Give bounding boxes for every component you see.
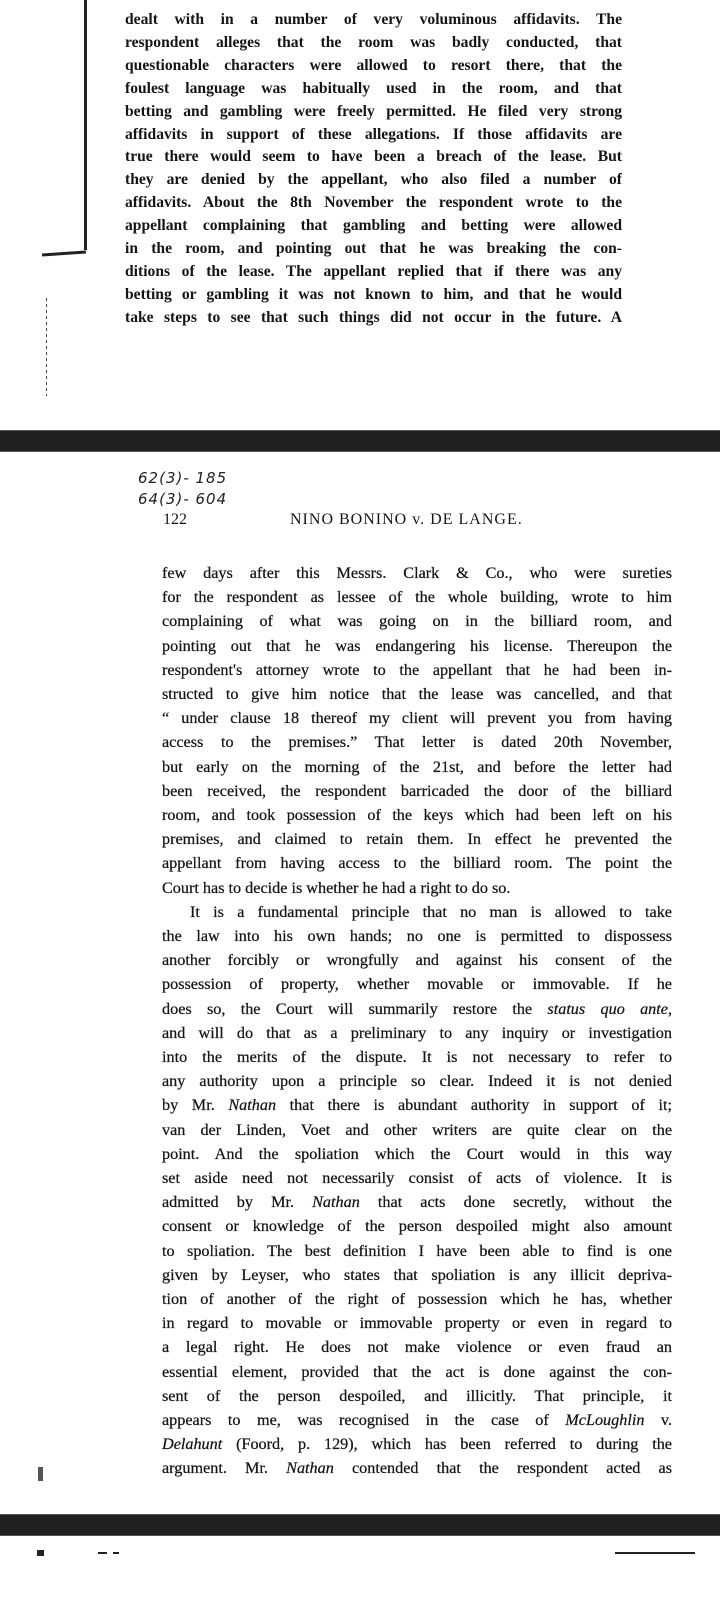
text-segment: complaining of what was going on in the billiard room, and	[162, 612, 672, 631]
text-segment: they are denied by the appellant, who also filed a number of	[125, 171, 622, 189]
text-segment: contended that the respondent acted as	[333, 1459, 672, 1478]
text-line	[125, 238, 622, 260]
current-page	[0, 452, 720, 1514]
text-line	[162, 635, 672, 657]
italic-text: Delahunt	[162, 1435, 223, 1454]
text-segment: pointing out that he was endangering his license. Thereupon the	[162, 636, 672, 655]
text-segment: by Mr.	[162, 1096, 229, 1115]
handwritten-note: 64(3)- 604	[138, 490, 228, 508]
text-line	[125, 124, 622, 146]
text-segment: that there is abundant authority in support of it;	[276, 1096, 672, 1115]
text-segment: to spoliation. The best definition I have been able to find is one	[162, 1241, 672, 1260]
text-line	[125, 9, 622, 31]
text-line	[162, 1167, 672, 1189]
italic-text: Nathan	[312, 1193, 360, 1212]
text-line	[162, 1119, 672, 1141]
text-line	[162, 828, 672, 850]
text-segment: set aside need not necessarily consist of acts of violence. It is	[162, 1169, 672, 1187]
text-line	[162, 780, 672, 802]
running-head: NINO BONINO v. DE LANGE.	[290, 511, 523, 528]
text-line	[125, 192, 622, 214]
text-line	[162, 1143, 672, 1165]
text-line	[162, 1361, 672, 1383]
text-line	[162, 877, 672, 899]
page-separator	[0, 430, 720, 452]
text-segment: does so, the Court will summarily restore the	[162, 999, 548, 1018]
text-line	[162, 901, 672, 923]
text-line	[162, 562, 672, 584]
text-segment: van der Linden, Voet and other writers are quite clear on the	[162, 1120, 672, 1139]
text-line	[162, 1046, 672, 1068]
previous-page	[0, 0, 720, 430]
text-line	[125, 101, 622, 123]
text-segment: given by Leyser, who states that spoliation is any illicit depriva-	[162, 1265, 672, 1284]
text-segment: (Foord, p. 129), which has been referred to during the	[222, 1435, 672, 1454]
text-segment: in regard to movable or immovable property or even in regard to	[162, 1314, 672, 1333]
text-segment: that acts done secretly, without the	[359, 1193, 672, 1212]
scan-mark	[113, 1552, 119, 1554]
text-segment: ditions of the lease. The appellant replied that if there was any	[125, 262, 622, 280]
text-line	[162, 1240, 672, 1262]
text-line	[162, 804, 672, 826]
text-line	[125, 78, 622, 100]
text-segment: It is a fundamental principle that no man is allowed to take	[190, 902, 672, 921]
text-segment: admitted by Mr.	[162, 1193, 313, 1212]
text-segment: appellant from having access to the billiard room. The point the	[162, 854, 672, 873]
text-segment: respondent's attorney wrote to the appellant that he had been in-	[162, 660, 672, 679]
text-segment: another forcibly or wrongfully and against his consent of the	[162, 951, 672, 970]
text-segment: but early on the morning of the 21st, and before the letter had	[162, 757, 672, 776]
text-segment: true there would seem to have been a breach of the lease. But	[125, 148, 622, 166]
text-line	[162, 1433, 672, 1455]
text-line	[162, 949, 672, 971]
text-segment: Court has to decide is whether he had a right to do so.	[162, 878, 511, 897]
text-line	[162, 1215, 672, 1237]
text-segment: for the respondent as lessee of the whole building, wrote to him	[162, 588, 672, 607]
text-segment: take steps to see that such things did not occur in the future. A	[125, 308, 622, 326]
handwritten-note: 62(3)- 185	[138, 469, 228, 487]
text-line	[162, 1385, 672, 1407]
text-segment: in the room, and pointing out that he was breaking the con-	[125, 240, 622, 257]
text-segment: the law into his own hands; no one is permitted to dispossess	[162, 927, 672, 945]
text-segment: into the merits of the dispute. It is not necessary to refer to	[162, 1048, 672, 1066]
text-segment: affidavits in support of these allegations. If those affidavits are	[125, 125, 622, 143]
italic-text: McLoughlin	[565, 1411, 645, 1429]
next-page	[0, 1536, 720, 1600]
text-segment: been received, the respondent barricaded the door of the billiard	[162, 781, 672, 800]
text-line	[162, 610, 672, 632]
text-line	[162, 1094, 672, 1116]
page-separator	[0, 1514, 720, 1536]
text-segment: a legal right. He does not make violence or even fraud an	[162, 1338, 672, 1357]
text-segment: consent or knowledge of the person despoiled might also amount	[162, 1217, 672, 1236]
text-line	[162, 756, 672, 778]
scan-mark	[615, 1552, 695, 1554]
text-segment: room, and took possession of the keys which had been left on his	[162, 806, 672, 824]
text-line	[125, 215, 622, 237]
text-segment: dealt with in a number of very voluminous affidavits. The	[125, 11, 622, 28]
text-line	[125, 32, 622, 54]
text-line	[162, 1264, 672, 1286]
italic-text: Nathan	[286, 1459, 334, 1478]
text-segment: appellant complaining that gambling and betting were allowed	[125, 217, 622, 235]
text-line	[162, 1022, 672, 1044]
margin-smudge-mark	[38, 1467, 43, 1481]
text-segment: access to the premises.” That letter is dated 20th November,	[162, 733, 672, 752]
text-line	[125, 284, 622, 306]
margin-hook-mark	[42, 250, 86, 256]
text-line	[162, 1336, 672, 1358]
text-segment: argument. Mr.	[162, 1459, 287, 1478]
text-line	[162, 1288, 672, 1310]
text-line	[162, 1191, 672, 1213]
text-line	[162, 1457, 672, 1479]
text-line	[162, 852, 672, 874]
text-segment: questionable characters were allowed to resort there, that the	[125, 56, 622, 74]
text-line	[162, 1312, 672, 1334]
text-line	[125, 307, 622, 329]
margin-bracket-mark	[84, 0, 87, 250]
text-segment: betting and gambling were freely permitted. He filed very strong	[125, 102, 622, 120]
italic-text: status quo ante	[547, 999, 668, 1018]
text-segment: few days after this Messrs. Clark & Co., who were sureties	[162, 564, 672, 582]
text-segment: any authority upon a principle so clear. Indeed it is not denied	[162, 1072, 672, 1091]
text-segment: premises, and claimed to retain them. In effect he prevented the	[162, 830, 672, 849]
text-line	[162, 998, 672, 1020]
text-segment: appears to me, was recognised in the case of	[162, 1411, 566, 1429]
text-segment: possession of property, whether movable or immovable. If he	[162, 975, 672, 994]
text-segment: affidavits. About the 8th November the respondent wrote to the	[125, 194, 622, 212]
text-segment: v.	[644, 1411, 672, 1429]
text-line	[125, 169, 622, 191]
text-line	[162, 731, 672, 753]
text-segment: foulest language was habitually used in the room, and that	[125, 79, 622, 97]
text-line	[162, 683, 672, 705]
italic-text: Nathan	[228, 1096, 277, 1115]
page-number: 122	[163, 511, 187, 528]
text-segment: betting or gambling it was not known to him, and that he would	[125, 285, 622, 303]
text-line	[162, 973, 672, 995]
scan-mark	[98, 1552, 107, 1554]
text-line	[162, 1070, 672, 1092]
text-segment: tion of another of the right of possession which he has, whether	[162, 1290, 672, 1308]
text-segment: and will do that as a preliminary to any inquiry or investigation	[162, 1023, 672, 1042]
text-segment: sent of the person despoiled, and illicitly. That principle, it	[162, 1386, 672, 1405]
scan-mark	[37, 1550, 44, 1556]
text-segment: essential element, provided that the act is done against the con-	[162, 1362, 672, 1381]
text-line	[162, 707, 672, 729]
margin-dotted-line	[46, 298, 47, 396]
text-line	[125, 146, 622, 168]
text-line	[125, 55, 622, 77]
text-segment: ,	[667, 999, 672, 1018]
text-segment: point. And the spoliation which the Court would in this way	[162, 1144, 672, 1163]
text-line	[125, 261, 622, 283]
text-segment: respondent alleges that the room was badly conducted, that	[125, 33, 622, 51]
text-line	[162, 1409, 672, 1431]
text-segment: “ under clause 18 thereof my client will prevent you from having	[162, 709, 672, 728]
text-line	[162, 586, 672, 608]
text-line	[162, 925, 672, 947]
text-line	[162, 659, 672, 681]
text-segment: structed to give him notice that the lease was cancelled, and that	[162, 685, 672, 703]
